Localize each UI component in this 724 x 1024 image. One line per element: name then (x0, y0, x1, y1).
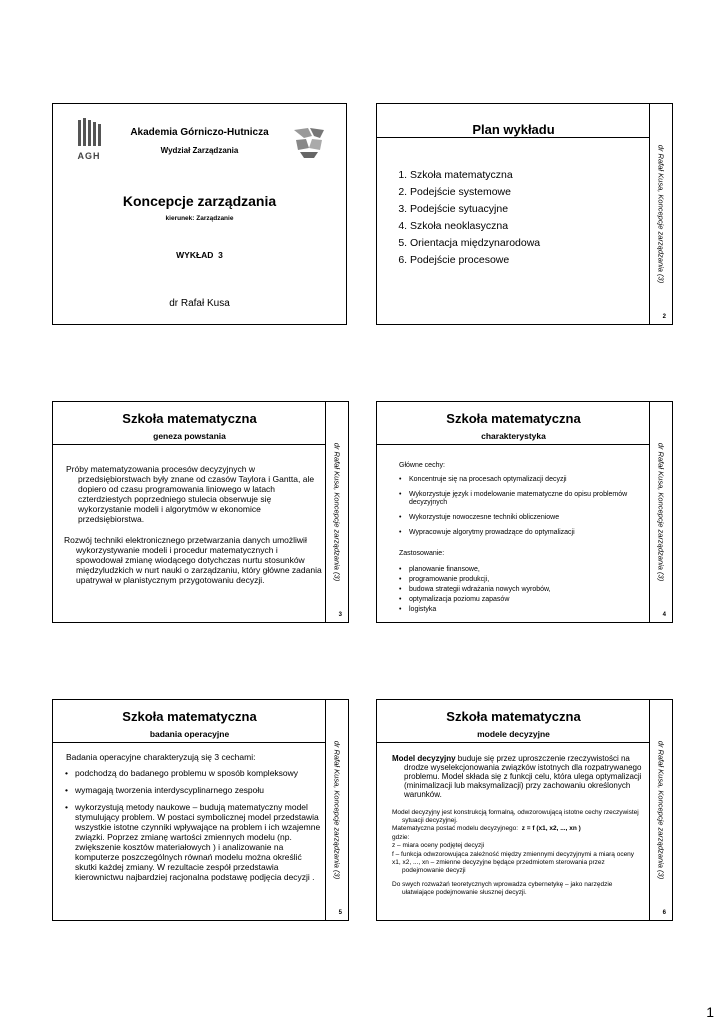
title-divider (377, 137, 650, 138)
list-item: • wykorzystują metody naukowe – budują matematyczny model stymulujący problem. W postaci symbolicznej model przedstawia wszystkie istotne czynniki wpływające na problem i ich wzajemne związki. Poprzez zmianę wartości zmiennych modelu (np. zwiększenie kosztów materiałowych ) i analizowanie na komputerze poszczególnych równań modelu można określić skutki każdej zmiany. W rezultacie zespół przedstawia kierownictwu najbardziej racjonalna podstawę podjęcia decyzji . (63, 802, 324, 882)
slide-6 (376, 699, 673, 921)
slide-title: Szkoła matematyczna (122, 411, 257, 426)
formula-line (392, 825, 646, 833)
intro-text: Badania operacyjne charakteryzują się 3 cechami: (66, 752, 256, 762)
detail-line: f – funkcja odwzorowująca zależność między zmiennymi decyzyjnymi a miarą oceny (392, 850, 635, 858)
paragraph-development: Rozwój techniki elektronicznego przetwarzania danych umożliwił wykorzystywanie modeli i procedur matematycznych i spowodował zmianę wiodącego dotychczas nurtu stosunków międzyludzkich w nurt nauki o zarządzaniu, który główne zadania upatrywał w planistycznym przygotowaniu decyzji. (64, 535, 322, 585)
slide-number: 4 (662, 612, 666, 618)
model-definition-text: buduje się przez uproszczenie rzeczywistości na drodze wyselekcjonowania związków istotnych dla rozpatrywanego problemu. Model składa się z funkcji celu, która ulega optymalizacji (minimalizacji lub maksymalizacji) przy zachowaniu określonych warunków. (404, 754, 642, 799)
slide-subtitle: geneza powstania (153, 431, 226, 441)
slide-title: Szkoła matematyczna (122, 709, 257, 724)
list-item: • Koncentruje się na procesach optymalizacji decyzji (397, 476, 642, 484)
list-item: 1. Szkoła matematyczna (410, 167, 540, 184)
list-item: • programowanie produkcji, (397, 575, 642, 585)
side-label: dr Rafał Kusa, Koncepcje zarządzania (3) (332, 740, 342, 880)
side-label: dr Rafał Kusa, Koncepcje zarządzania (3) (656, 740, 666, 880)
side-bar (649, 700, 672, 920)
list-item: • podchodzą do badanego problemu w sposób kompleksowy (63, 768, 324, 778)
list-item: • wymagają tworzenia interdyscyplinarnego zespołu (63, 785, 324, 795)
list-item: • logistyka (397, 605, 642, 615)
slide-number: 2 (662, 314, 666, 320)
list-item: 3. Podejście sytuacyjne (410, 201, 540, 218)
presentation-title: Koncepcje zarządzania (122, 193, 277, 209)
slide-subtitle: badania operacyjne (149, 729, 230, 739)
list-item: • Wykorzystuje nowoczesne techniki obliczeniowe (397, 514, 642, 522)
list-item: • budowa strategii wdrażania nowych wyrobów, (397, 585, 642, 595)
slide-number: 6 (662, 910, 666, 916)
side-bar (649, 104, 672, 324)
title-divider (53, 742, 326, 743)
side-bar (649, 402, 672, 622)
title-divider (377, 444, 650, 445)
model-definition (392, 754, 646, 799)
list-item: • Wypracowuje algorytmy prowadzące do optymalizacji (397, 529, 642, 537)
model-term: Model decyzyjny (392, 754, 456, 763)
list-item: 5. Orientacja międzynarodowa (410, 235, 540, 252)
detail-line: gdzie: (392, 833, 410, 841)
features-list (63, 768, 324, 882)
side-bar (325, 402, 348, 622)
formula-label: Matematyczna postać modelu decyzyjnego: (392, 825, 519, 832)
slide-number: 5 (338, 910, 342, 916)
formula: z = f (x1, x2, ..., xn ) (521, 825, 581, 832)
list-item: 6. Podejście procesowe (410, 252, 540, 269)
model-details (392, 809, 646, 896)
slide-title: Szkoła matematyczna (446, 709, 581, 724)
faculty-emblem (290, 124, 328, 160)
slide-title: Szkoła matematyczna (446, 411, 581, 426)
slide-subtitle: charakterystyka (481, 431, 546, 441)
features-list (397, 476, 642, 537)
paragraph-origin: Próby matematyzowania procesów decyzyjnych w przedsiębiorstwach były znane od czasów Taylora i Gantta, ale dopiero od czasu programowania liniowego w latach czterdziestych poprzedniego stulecia obserwuje się wykorzystanie modeli i algorytmów w ekonomice przedsiębiorstwa. (66, 464, 315, 524)
slide-number: 3 (338, 612, 342, 618)
slide-3 (52, 401, 349, 623)
side-label: dr Rafał Kusa, Koncepcje zarządzania (3) (332, 442, 342, 582)
applications-label: Zastosowanie: (399, 550, 445, 557)
list-item: 2. Podejście systemowe (410, 184, 540, 201)
list-item: • planowanie finansowe, (397, 565, 642, 575)
logo-text: AGH (77, 151, 101, 161)
title-divider (377, 742, 650, 743)
applications-list (397, 565, 642, 615)
list-item: 4. Szkoła neoklasyczna (410, 218, 540, 235)
slide-5 (52, 699, 349, 921)
side-label: dr Rafał Kusa, Koncepcje zarządzania (3) (656, 144, 666, 284)
slide-2 (376, 103, 673, 325)
detail-line: x1, x2, ..., xn – zmienne decyzyjne będące przedmiotem sterowania przez podejmowanie decyzji (392, 859, 605, 874)
author-name: dr Rafał Kusa (169, 298, 230, 309)
field-of-study: kierunek: Zarządzanie (165, 215, 234, 222)
slide-4 (376, 401, 673, 623)
title-divider (53, 444, 326, 445)
lecture-number: WYKŁAD 3 (176, 250, 223, 260)
faculty-name: Wydział Zarządzania (160, 146, 239, 155)
list-item: • optymalizacja poziomu zapasów (397, 595, 642, 605)
detail-line: z – miara oceny podjętej decyzji (392, 842, 485, 849)
slide-subtitle: modele decyzyjne (477, 729, 550, 739)
page-number: 1 (706, 1004, 714, 1020)
features-label: Główne cechy: (399, 462, 445, 469)
detail-line: Model decyzyjny jest konstrukcją formalną, odwzorowującą istotne cechy rzeczywistej sytuacji decyzyjnej. (392, 809, 639, 824)
list-item: • Wykorzystuje język i modelowanie matematyczne do opisu problemów decyzyjnych (397, 491, 642, 507)
university-name: Akademia Górniczo-Hutnicza (130, 127, 269, 138)
agh-logo (73, 118, 105, 164)
plan-list (394, 167, 540, 269)
slide-1 (52, 103, 347, 325)
side-bar (325, 700, 348, 920)
side-label: dr Rafał Kusa, Koncepcje zarządzania (3) (656, 442, 666, 582)
detail-line: Do swych rozważań teoretycznych wprowadza cybernetykę – jako narzędzie ułatwiające podejmowanie słusznej decyzji. (392, 881, 613, 896)
slide-title: Plan wykładu (472, 122, 555, 137)
